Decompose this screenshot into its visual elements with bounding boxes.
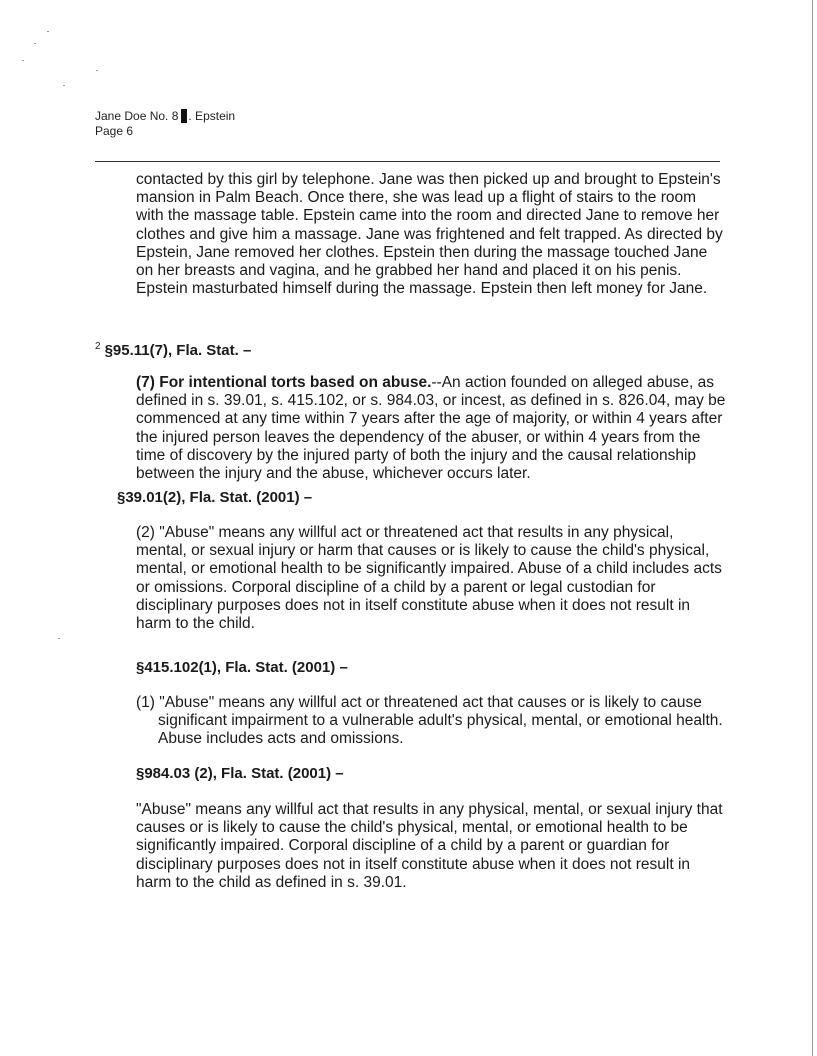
continuation-paragraph: contacted by this girl by telephone. Jane was then picked up and brought to Epstein's mansion in Palm Beach. Once there, she was lead up a flight of stairs to the room with the massage table. Epstein came into the room and directed Jane to remove her clothes and give him a massage. Jane was frightened and felt trapped. As directed by Epstein, Jane removed her clothes. Epstein then during the massage touched Jane on her breasts and vagina, and he grabbed her hand and placed it on his penis. Epstein masturbated himself during the massage. Epstein then left money for Jane. bbox=[136, 171, 723, 298]
scan-speck bbox=[58, 638, 60, 639]
scan-speck bbox=[96, 70, 98, 71]
page-header bbox=[95, 109, 235, 139]
statute-415-paragraph: (1) "Abuse" means any willful act or threatened act that causes or is likely to cause significant impairment to a vulnerable adult's physical, mental, or emotional health. Abuse includes acts and omissions. bbox=[136, 694, 723, 748]
statute-984-paragraph: "Abuse" means any willful act that results in any physical, mental, or sexual injury that causes or is likely to cause the child's physical, mental, or emotional health to be significantly impaired. Corporal discipline of a child by a parent or guardian for disciplinary purposes does not in itself constitute abuse when it does not result in harm to the child as defined in s. 39.01. bbox=[136, 801, 723, 891]
case-caption bbox=[95, 109, 235, 124]
footnote-marker: 2 bbox=[95, 341, 101, 352]
scan-speck bbox=[34, 43, 36, 44]
case-caption-party: Jane Doe No. 8 bbox=[95, 109, 179, 123]
header-rule bbox=[95, 161, 720, 162]
redaction-block bbox=[181, 109, 187, 123]
scan-speck bbox=[22, 60, 24, 61]
statute-95-text: --An action founded on alleged abuse, as defined in s. 39.01, s. 415.102, or s. 984.03, or incest, as defined in s. 826.04, may be commenced at any time within 7 years after the age of majority, or within 4 years after the injured person leaves the dependency of the abuser, or within 4 years from the time of discovery by the injured party of both the injury and the causal relationship between the injury and the abuse, whichever occurs later. bbox=[136, 374, 726, 483]
statute-415-heading: §415.102(1), Fla. Stat. (2001) – bbox=[136, 659, 348, 676]
statute-95-lead: (7) For intentional torts based on abuse. bbox=[136, 374, 432, 391]
statute-984-heading: §984.03 (2), Fla. Stat. (2001) – bbox=[136, 765, 344, 782]
scan-speck bbox=[47, 31, 49, 32]
statute-39-paragraph: (2) "Abuse" means any willful act or threatened act that results in any physical, mental, or sexual injury or harm that causes or is likely to cause the child's physical, mental, or emotional health to be significantly impaired. Abuse of a child includes acts or omissions. Corporal discipline of a child by a parent or legal custodian for disciplinary purposes does not in itself constitute abuse when it does not result in harm to the child. bbox=[136, 524, 722, 633]
footnote-heading bbox=[95, 338, 251, 360]
footnote-heading-text: §95.11(7), Fla. Stat. – bbox=[104, 342, 252, 359]
scan-speck bbox=[63, 85, 65, 86]
page-number: Page 6 bbox=[95, 124, 134, 138]
scan-edge-line bbox=[812, 0, 813, 1056]
case-caption-defendant: . Epstein bbox=[188, 109, 236, 123]
statute-39-heading: §39.01(2), Fla. Stat. (2001) – bbox=[117, 489, 313, 506]
statute-95-paragraph bbox=[136, 374, 726, 483]
